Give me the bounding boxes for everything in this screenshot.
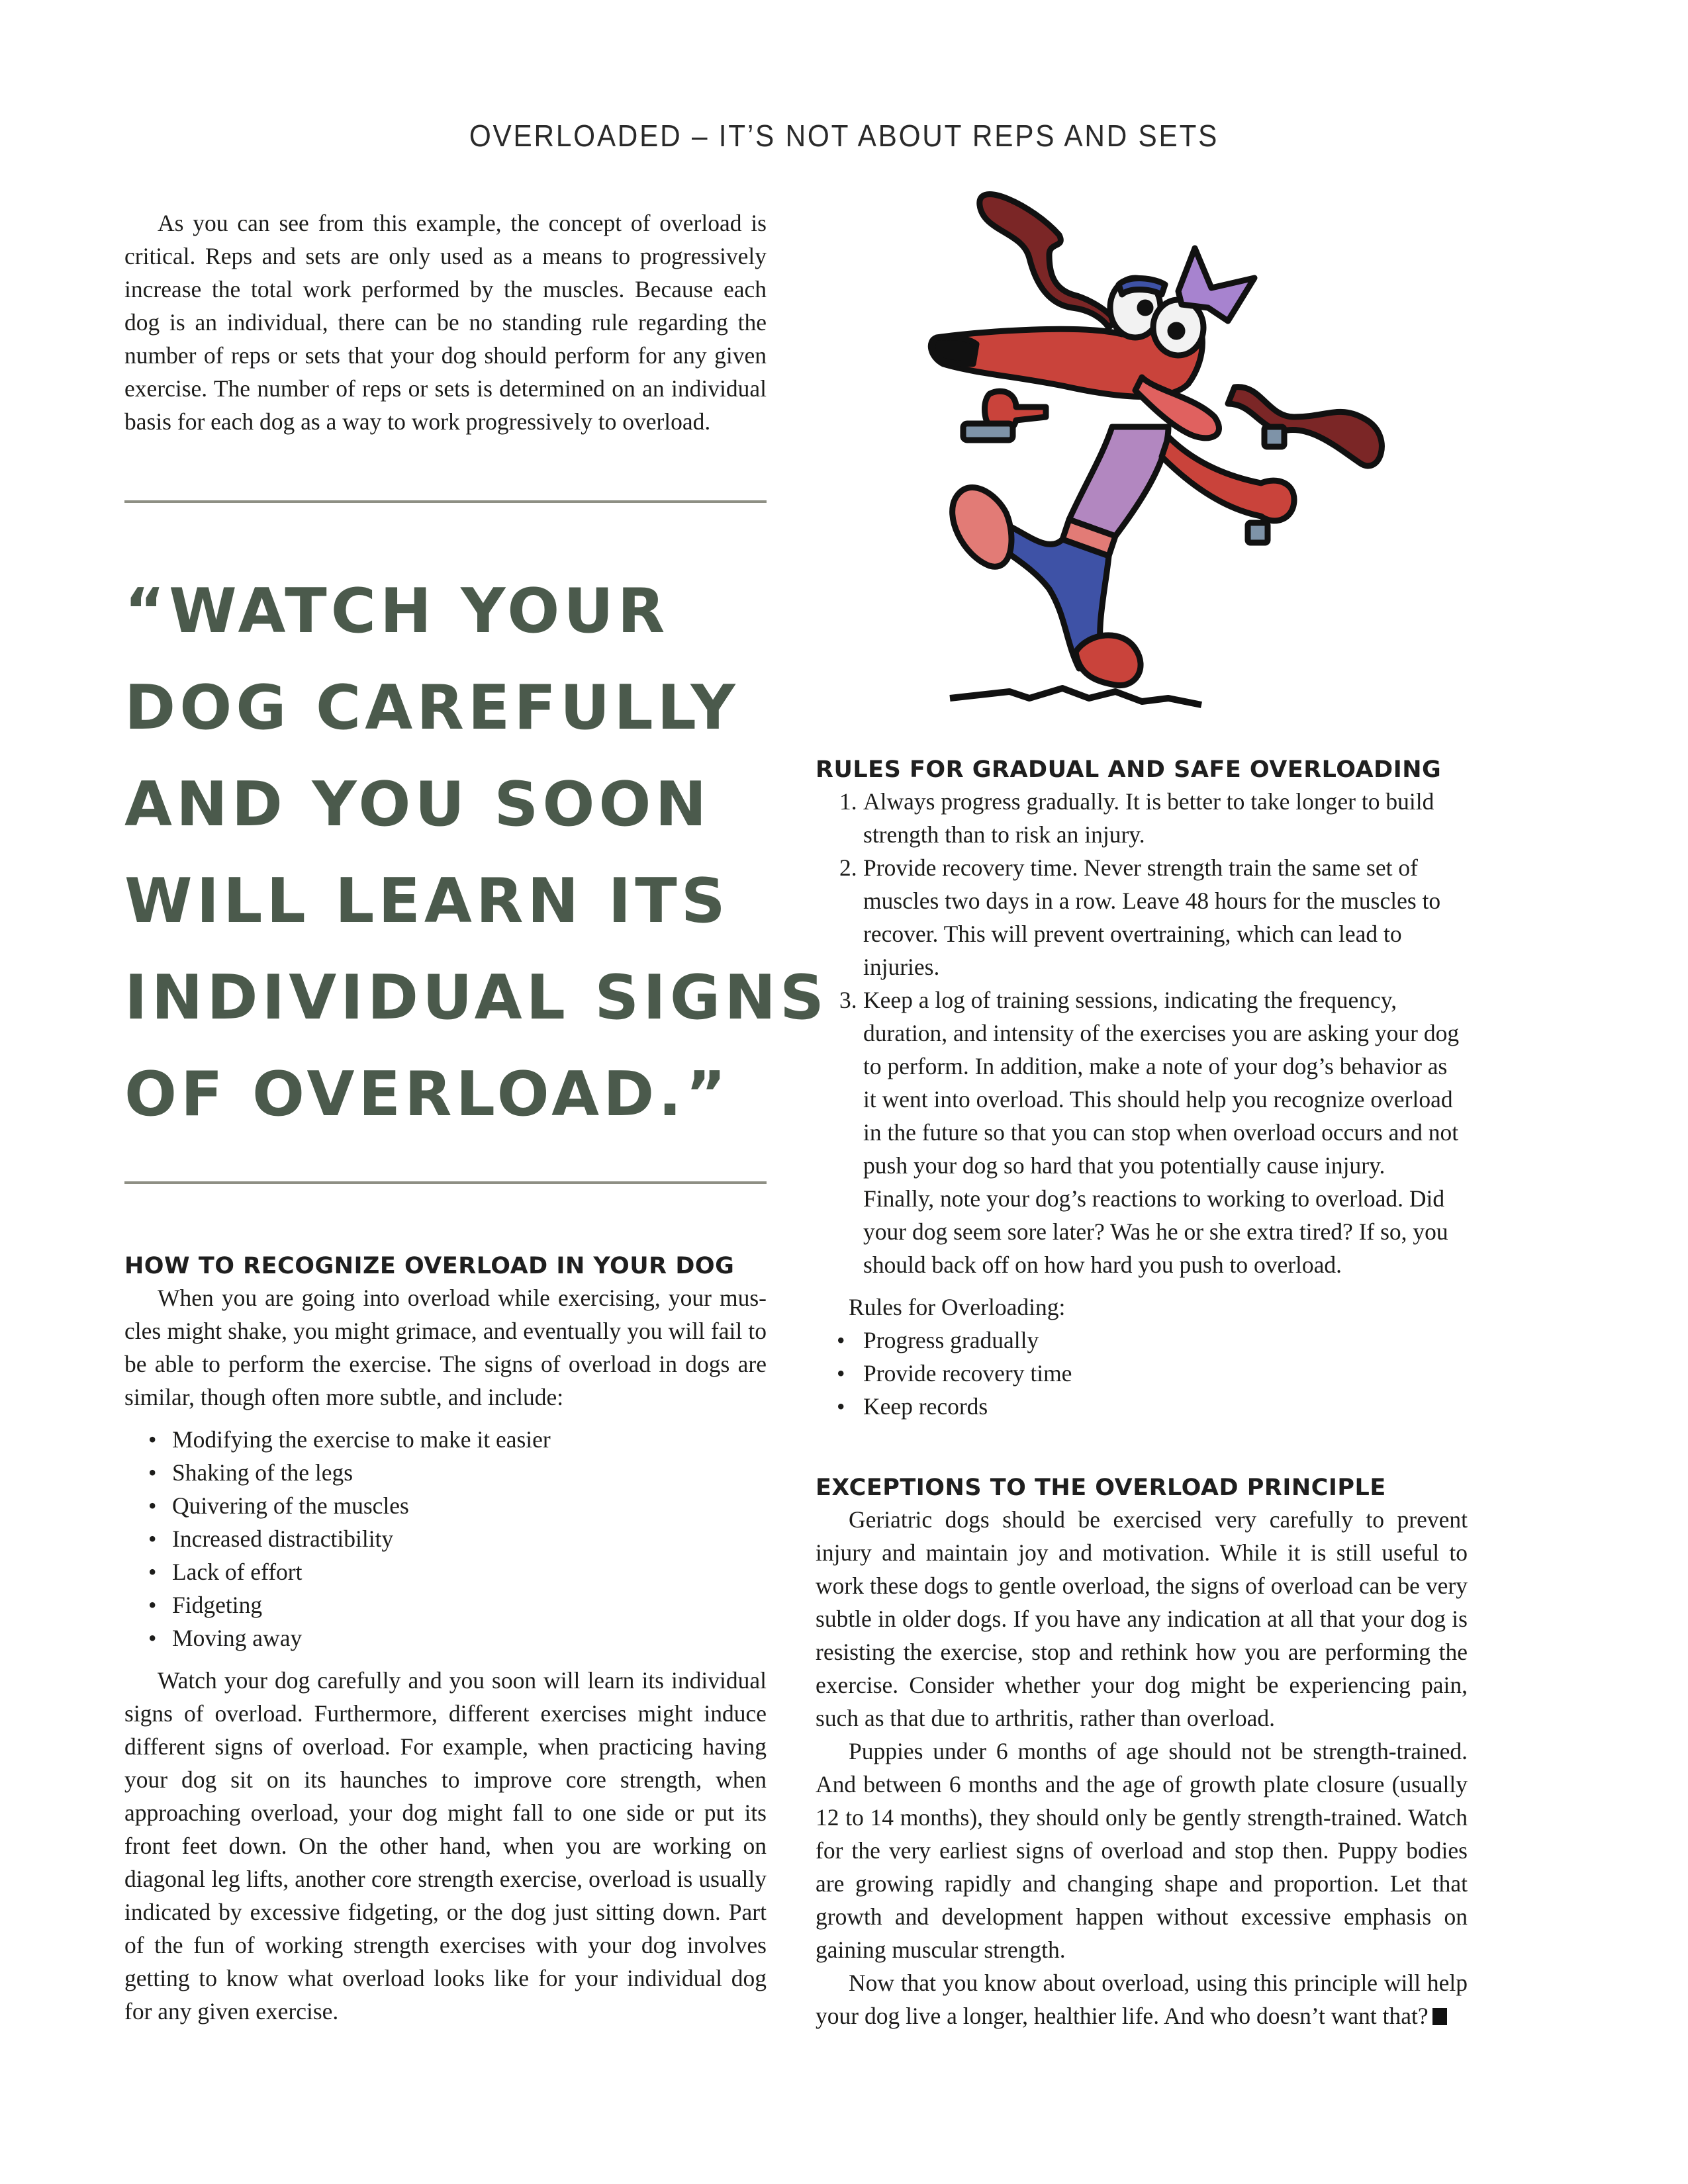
list-item: • Fidgeting bbox=[124, 1588, 767, 1621]
list-item: • Modifying the exercise to make it easier bbox=[124, 1423, 767, 1456]
rule-number: 1. bbox=[839, 788, 857, 815]
motion-lines-icon bbox=[950, 688, 1201, 705]
intro-paragraph: As you can see from this example, the concept of overload is critical. Reps and sets are only used as a means to progressively increase the total work performed by the muscles. Because each dog is an individual, there can be no standing rule regarding the number of reps or sets that your dog should perform for any given exercise. The number of reps or sets is determined on an individual basis for each dog as a way to work progressively to overload. bbox=[124, 210, 767, 435]
running-dog-illustration bbox=[917, 165, 1420, 728]
list-item: • Provide recovery time bbox=[816, 1357, 1468, 1390]
recognize-section bbox=[124, 1251, 767, 2028]
recognize-intro: When you are going into overload while exercising, your muscles might shake, you might grimace, and eventually you will fail to be able to perform the exercise. The signs of overload in dogs are similar, though often more subtle, and include: bbox=[124, 1285, 767, 1410]
list-item: • Lack of effort bbox=[124, 1555, 767, 1588]
rules-summary-label: Rules for Overloading: bbox=[849, 1294, 1066, 1320]
ear-icon bbox=[980, 195, 1115, 328]
list-item bbox=[816, 785, 1468, 851]
list-item: • Increased distractibility bbox=[124, 1522, 767, 1555]
pull-quote-line: AND YOU SOON bbox=[124, 768, 711, 840]
exceptions-paragraph: Geriatric dogs should be exercised very carefully to prevent injury and maintain joy and motivation. While it is still useful to work these dogs to gentle overload, the signs of overload can be very subtle in older dogs. If you have any indication at all that your dog is resisting the exercise, stop and rethink how you are performing the exercise. Consider whether your dog might be experiencing pain, such as that due to arthritis, rather than overload. bbox=[816, 1506, 1468, 1731]
list-item: • Keep records bbox=[816, 1390, 1468, 1423]
pull-quote-line: “WATCH YOUR bbox=[124, 575, 669, 647]
pull-quote-rule-bottom bbox=[124, 1181, 767, 1184]
rules-heading: RULES FOR GRADUAL AND SAFE OVERLOADING bbox=[816, 756, 1442, 783]
list-item: • Progress gradually bbox=[816, 1324, 1468, 1357]
list-item bbox=[816, 983, 1468, 1281]
running-head: OVERLOADED – IT’S NOT ABOUT REPS AND SETS bbox=[469, 118, 1219, 153]
rules-summary-list bbox=[816, 1324, 1468, 1423]
exceptions-paragraph bbox=[816, 1966, 1468, 2032]
list-item: • Shaking of the legs bbox=[124, 1456, 767, 1489]
exceptions-paragraph: Puppies under 6 months of age should not be strength-trained. And between 6 months and the age of growth plate closure (usually 12 to 14 months), they should only be gently strength-trained. Watch for the very earliest signs of overload and stop then. Puppy bodies are growing rapidly and changing shape and proportion. Let that growth and development happen without excessive emphasis on gaining muscular strength. bbox=[816, 1738, 1468, 1963]
rule-text: Keep a log of training sessions, indicating the frequency, duration, and intensity of the exercises you are asking your dog to perform. In addition, make a note of your dog’s behavior as it went into overload. This should help you recognize overload in the future so that you can stop when overload occurs and not push your dog so hard that you potentially cause injury. Finally, note your dog’s reactions to working to overload. Did your dog seem sore later? Was he or she extra tired? If so, you should back off on how hard you push to overload. bbox=[863, 987, 1460, 1278]
rule-number: 2. bbox=[839, 854, 857, 881]
list-item bbox=[816, 851, 1468, 983]
rule-text: Provide recovery time. Never strength train the same set of muscles two days in a row. Leave 48 hours for the muscles to recover. This will prevent overtraining, which can lead to injuries. bbox=[863, 854, 1441, 980]
closing-text: Now that you know about overload, using this principle will help your dog live a longer, healthier life. And who doesn’t want that? bbox=[816, 1970, 1468, 2029]
recognize-closing: Watch your dog carefully and you soon will learn its individual signs of overload. Furthermore, different exercises might induce different signs of overload. For example, when practicing having your dog sit on its haunches to improve core strength, when approaching overload, your dog might fall to one side or put its front feet down. On the other hand, when you are working on diagonal leg lifts, another core strength exercise, overload is usually indicated by excessive fidgeting, or the dog just sitting down. Part of the fun of working strength exercises with your dog involves getting to know what overload looks like for your individual dog for any given exercise. bbox=[124, 1667, 767, 2025]
signs-list bbox=[124, 1423, 767, 1655]
pull-quote-line: DOG CAREFULLY bbox=[124, 672, 739, 743]
pull-quote bbox=[124, 563, 829, 1142]
exceptions-heading: EXCEPTIONS TO THE OVERLOAD PRINCIPLE bbox=[816, 1475, 1386, 1501]
rule-text: Always progress gradually. It is better to take longer to build strength than to risk an injury. bbox=[863, 788, 1434, 848]
rules-list bbox=[816, 785, 1468, 1281]
list-item: • Moving away bbox=[124, 1621, 767, 1655]
rules-section bbox=[816, 754, 1468, 1432]
recognize-heading: HOW TO RECOGNIZE OVERLOAD IN YOUR DOG bbox=[124, 1253, 735, 1279]
pull-quote-line: INDIVIDUAL SIGNS bbox=[124, 962, 829, 1033]
end-of-article-icon bbox=[1432, 2008, 1447, 2025]
rule-number: 3. bbox=[839, 987, 857, 1013]
pull-quote-line: OF OVERLOAD.” bbox=[124, 1058, 730, 1130]
pull-quote-line: WILL LEARN ITS bbox=[124, 865, 729, 936]
list-item: • Quivering of the muscles bbox=[124, 1489, 767, 1522]
exceptions-section bbox=[816, 1473, 1468, 2032]
pull-quote-rule-top bbox=[124, 500, 767, 503]
intro-section bbox=[124, 206, 767, 438]
